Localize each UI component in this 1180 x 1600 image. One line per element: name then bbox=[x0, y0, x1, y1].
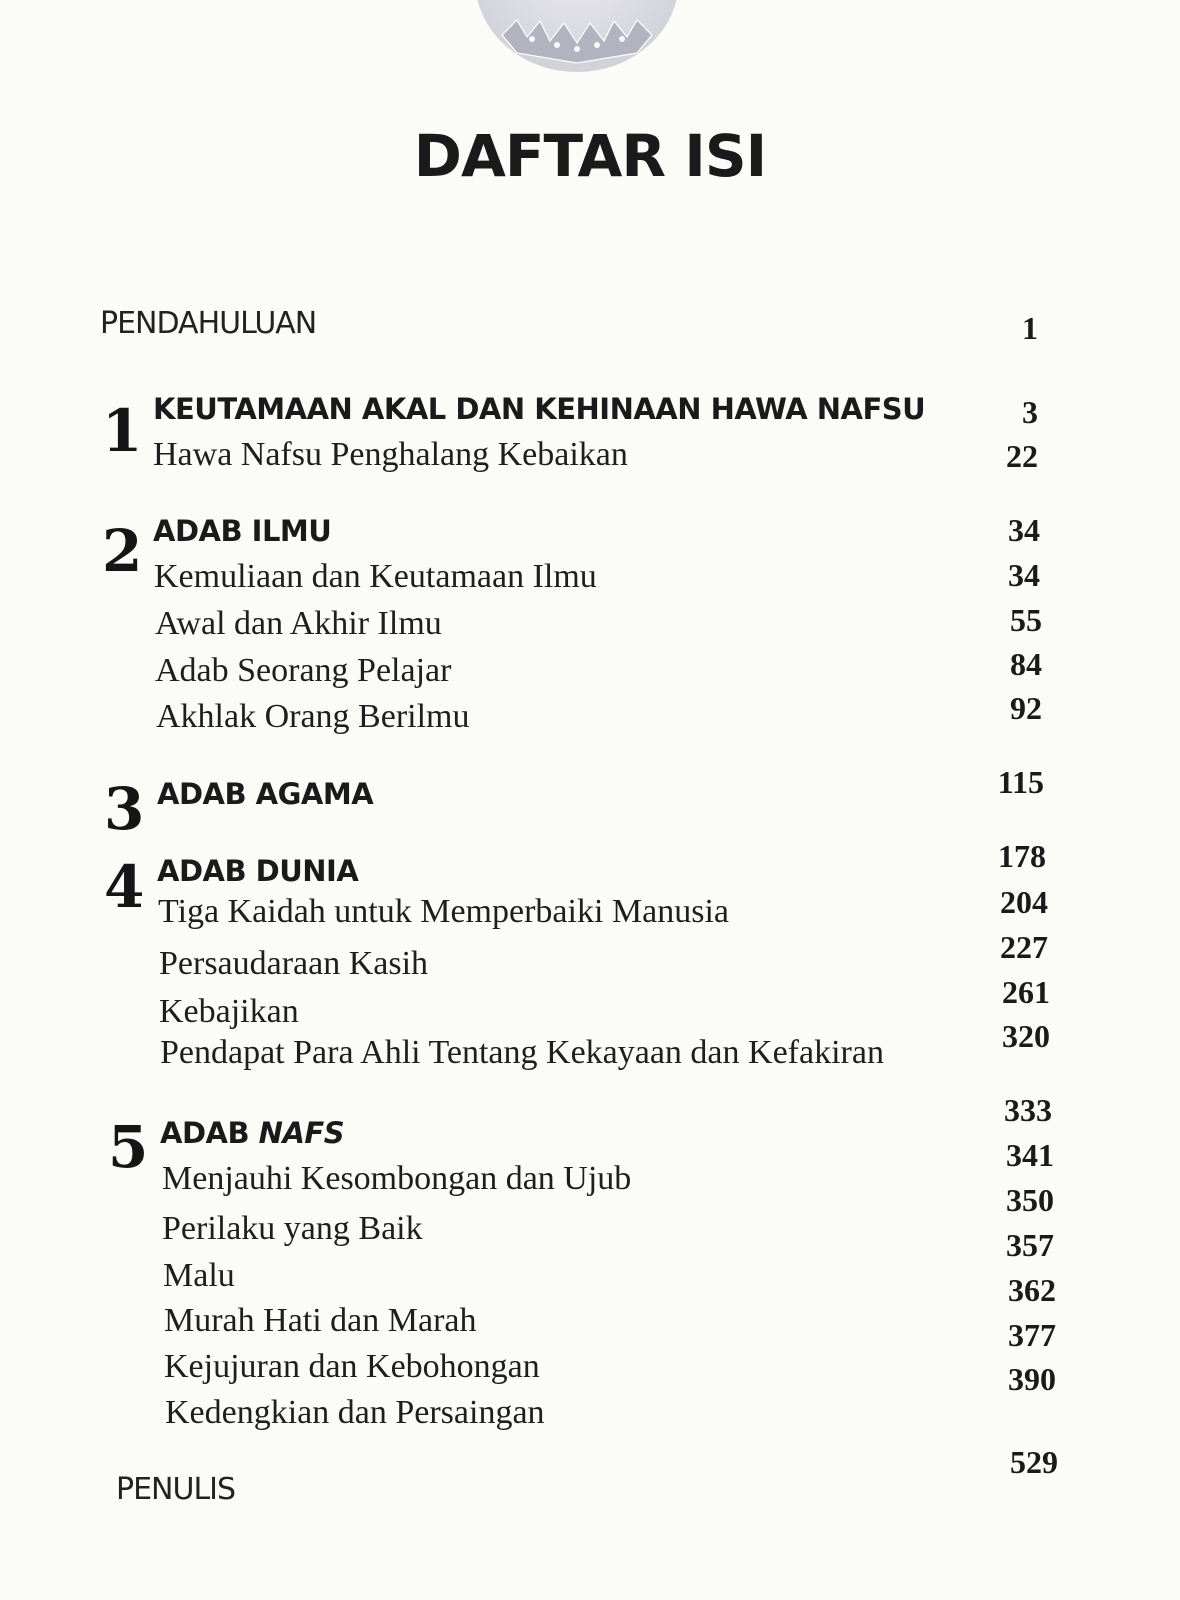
toc-section-page: 320 bbox=[1002, 1018, 1050, 1054]
toc-section-title: Malu bbox=[163, 1257, 235, 1294]
toc-section-title: Kedengkian dan Persaingan bbox=[165, 1394, 545, 1431]
toc-section-page: 390 bbox=[1008, 1361, 1056, 1397]
chapter-2-title: ADAB ILMU bbox=[153, 514, 332, 548]
chapter-3-title: ADAB AGAMA bbox=[157, 777, 374, 811]
chapter-5-number: 5 bbox=[108, 1113, 149, 1181]
chapter-5-title-italic: NAFS bbox=[258, 1116, 345, 1150]
toc-section-title: Awal dan Akhir Ilmu bbox=[155, 605, 442, 642]
toc-front-matter-label: PENDAHULUAN bbox=[100, 306, 317, 341]
toc-front-matter-page: 1 bbox=[1022, 310, 1038, 346]
page-title: DAFTAR ISI bbox=[413, 122, 767, 190]
toc-section-page: 55 bbox=[1010, 602, 1042, 638]
chapter-4-title: ADAB DUNIA bbox=[157, 854, 359, 888]
toc-section-title: Persaudaraan Kasih bbox=[159, 945, 429, 982]
chapter-1-title: KEUTAMAAN AKAL DAN KEHINAAN HAWA NAFSU bbox=[153, 392, 926, 426]
chapter-2-page: 34 bbox=[1008, 512, 1040, 548]
toc-section-title: Akhlak Orang Berilmu bbox=[156, 698, 470, 735]
toc-section-page: 341 bbox=[1006, 1137, 1054, 1173]
toc-section-title: Kebajikan bbox=[159, 993, 299, 1030]
chapter-1-number: 1 bbox=[102, 397, 143, 465]
toc-section-title: Hawa Nafsu Penghalang Kebaikan bbox=[153, 436, 628, 473]
ornament-medallion bbox=[472, 0, 682, 75]
toc-section-page: 350 bbox=[1006, 1182, 1054, 1218]
toc-section-title: Adab Seorang Pelajar bbox=[155, 652, 452, 689]
toc-section-title: Menjauhi Kesombongan dan Ujub bbox=[162, 1160, 632, 1197]
toc-section-title: Tiga Kaidah untuk Memperbaiki Manusia bbox=[158, 893, 729, 930]
chapter-5-page: 333 bbox=[1004, 1092, 1052, 1128]
toc-section-title: Kejujuran dan Kebohongan bbox=[164, 1348, 540, 1385]
toc-section-title: Perilaku yang Baik bbox=[162, 1210, 423, 1247]
toc-section-page: 357 bbox=[1006, 1227, 1054, 1263]
chapter-5-title-prefix: ADAB bbox=[160, 1116, 259, 1150]
chapter-4-number: 4 bbox=[104, 853, 145, 921]
toc-section-page: 204 bbox=[1000, 884, 1048, 920]
toc-section-page: 92 bbox=[1010, 690, 1042, 726]
toc-section-page: 34 bbox=[1008, 557, 1040, 593]
toc-section-page: 377 bbox=[1008, 1317, 1056, 1353]
toc-section-page: 261 bbox=[1002, 974, 1050, 1010]
toc-section-title: Murah Hati dan Marah bbox=[164, 1302, 477, 1339]
chapter-2-number: 2 bbox=[102, 517, 143, 585]
chapter-3-page: 115 bbox=[997, 764, 1044, 800]
toc-back-matter-label: PENULIS bbox=[116, 1472, 236, 1507]
toc-section-title: Kemuliaan dan Keutamaan Ilmu bbox=[154, 558, 597, 595]
chapter-3-number: 3 bbox=[104, 775, 145, 843]
chapter-5-title bbox=[160, 1116, 344, 1150]
toc-section-page: 227 bbox=[1000, 929, 1048, 965]
toc-section-page: 22 bbox=[1006, 438, 1038, 474]
chapter-4-page: 178 bbox=[998, 838, 1046, 874]
toc-section-title: Pendapat Para Ahli Tentang Kekayaan dan Kefakiran bbox=[160, 1034, 884, 1071]
toc-back-matter-page: 529 bbox=[1010, 1444, 1058, 1480]
toc-section-page: 362 bbox=[1008, 1272, 1056, 1308]
toc-section-page: 84 bbox=[1010, 646, 1042, 682]
chapter-1-page: 3 bbox=[1022, 394, 1038, 430]
